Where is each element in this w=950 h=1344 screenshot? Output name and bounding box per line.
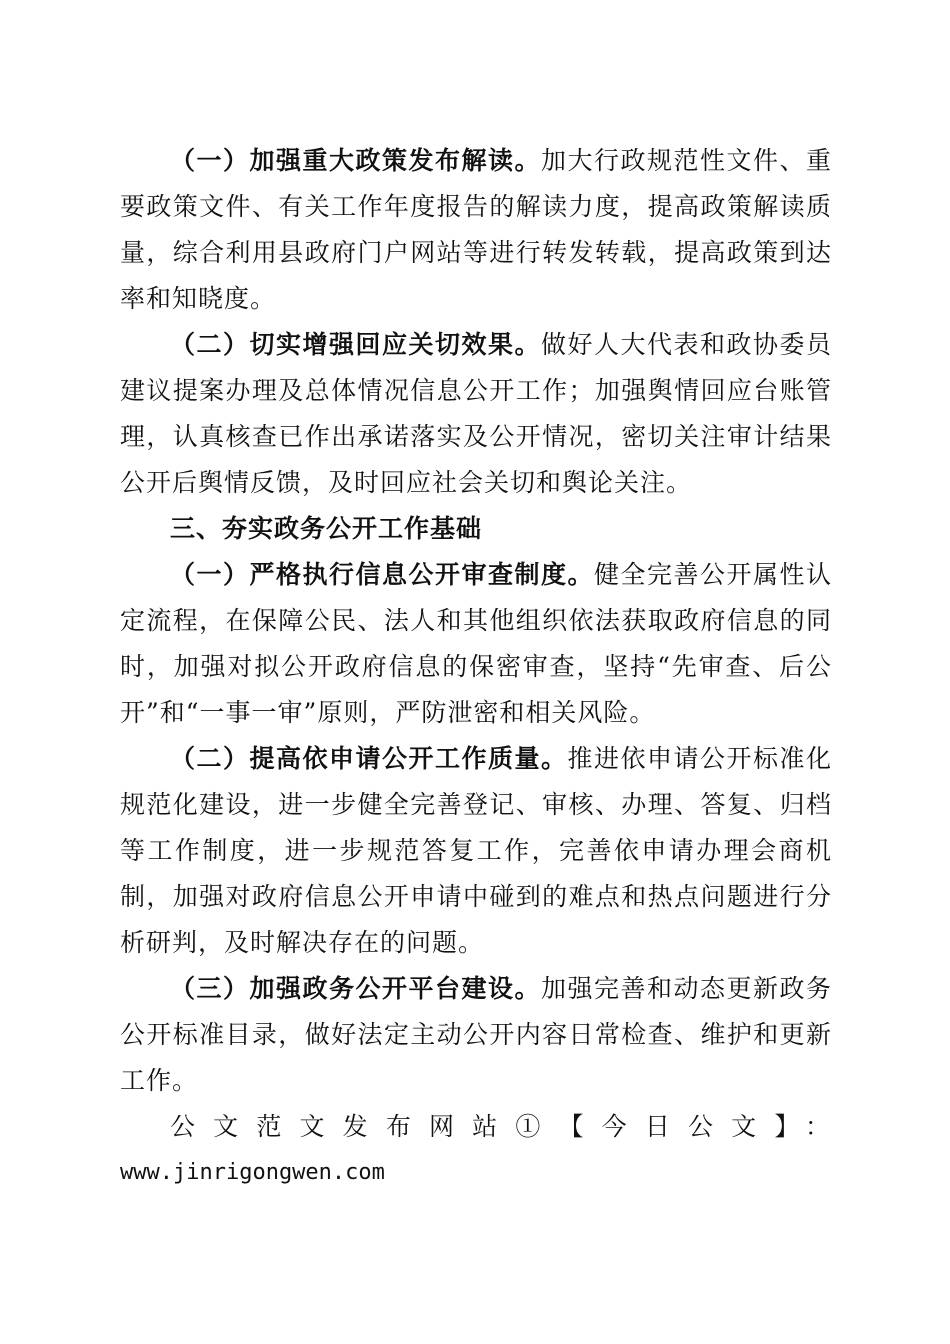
document-body (120, 138, 832, 1196)
paragraph-2-body: 做好人大代表和政协委员建议提案办理及总体情况信息公开工作；加强舆情回应台账管理，认真核查已作出承诺落实及公开情况，密切关注审计结果公开后舆情反馈，及时回应社会关切和舆论关注。 (120, 330, 832, 497)
section-paragraph-2-body: 推进依申请公开标准化规范化建设，进一步健全完善登记、审核、办理、答复、归档等工作制度，进一步规范答复工作，完善依申请办理会商机制，加强对政府信息公开申请中碰到的难点和热点问题进行分析研判，及时解决存在的问题。 (120, 744, 832, 957)
paragraph-2-lead: （二）切实增强回应关切效果。 (170, 330, 541, 359)
section-paragraph-1-body: 健全完善公开属性认定流程，在保障公民、法人和其他组织依法获取政府信息的同时，加强对拟公开政府信息的保密审查，坚持“先审查、后公开”和“一事一审”原则，严防泄密和相关风险。 (120, 560, 832, 727)
paragraph-1 (120, 138, 832, 322)
section-paragraph-3-lead: （三）加强政务公开平台建设。 (170, 974, 541, 1003)
section-paragraph-2-lead: （二）提高依申请公开工作质量。 (170, 744, 568, 773)
footer-note (120, 1104, 832, 1196)
section-paragraph-1-lead: （一）严格执行信息公开审查制度。 (170, 560, 594, 589)
section-paragraph-3 (120, 966, 832, 1104)
paragraph-1-lead: （一）加强重大政策发布解读。 (170, 146, 541, 175)
section-heading: 三、夯实政务公开工作基础 (170, 514, 483, 543)
footer-url[interactable]: www.jinrigongwen.com (120, 1160, 385, 1185)
paragraph-2 (120, 322, 832, 506)
footer-label: 公文范文发布网站①【今日公文】： (170, 1112, 832, 1141)
section-paragraph-2 (120, 736, 832, 966)
section-paragraph-1 (120, 552, 832, 736)
section-paragraph-3-body: 加强完善和动态更新政务公开标准目录，做好法定主动公开内容日常检查、维护和更新工作。 (120, 974, 832, 1095)
paragraph-1-body: 加大行政规范性文件、重要政策文件、有关工作年度报告的解读力度，提高政策解读质量，综合利用县政府门户网站等进行转发转载，提高政策到达率和知晓度。 (120, 146, 832, 313)
